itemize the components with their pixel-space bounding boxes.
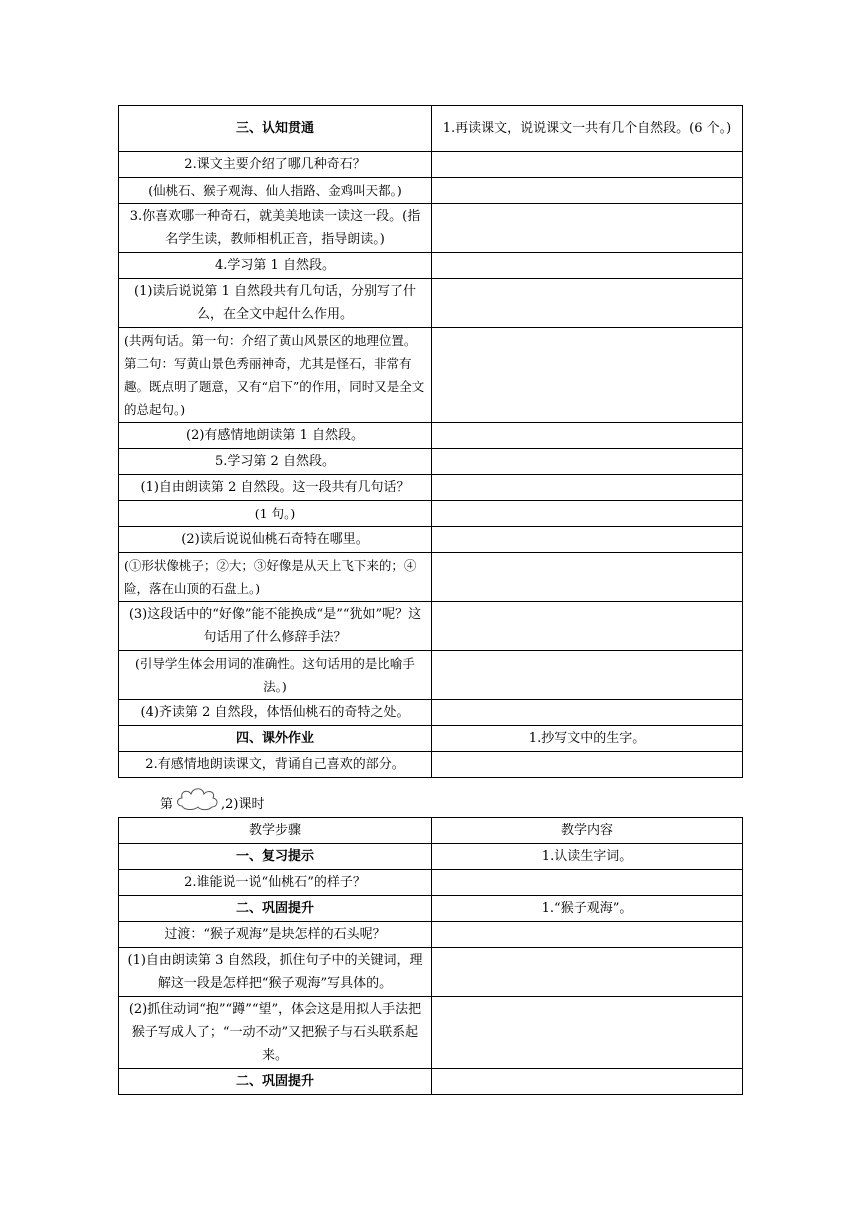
table-cell bbox=[432, 700, 743, 726]
table-cell: 2.谁能说一说“仙桃石”的样子？ bbox=[119, 870, 432, 896]
table-cell: (1)读后说说第 1 自然段共有几句话，分别写了什么，在全文中起什么作用。 bbox=[119, 279, 432, 328]
table-cell bbox=[432, 253, 743, 279]
table-cell: 一、复习提示 bbox=[119, 844, 432, 870]
table-cell: (3)这段话中的“好像”能不能换成“是”“犹如”呢？这句话用了什么修辞手法？ bbox=[119, 602, 432, 651]
table-row bbox=[119, 726, 743, 752]
table-row bbox=[119, 501, 743, 527]
table-cell: 1.认读生字词。 bbox=[432, 844, 743, 870]
table-cell: 四、课外作业 bbox=[119, 726, 432, 752]
lesson-plan-table-2 bbox=[118, 817, 743, 1095]
table-cell bbox=[432, 152, 743, 178]
table-cell bbox=[432, 328, 743, 423]
table-cell: 3.你喜欢哪一种奇石，就美美地读一读这一段。(指名学生读，教师相机正音，指导朗读。) bbox=[119, 204, 432, 253]
table-row bbox=[119, 253, 743, 279]
table-cell: 1.“猴子观海”。 bbox=[432, 896, 743, 922]
table-cell bbox=[432, 997, 743, 1069]
table-row bbox=[119, 423, 743, 449]
table-row bbox=[119, 279, 743, 328]
table-row bbox=[119, 651, 743, 700]
table-row bbox=[119, 896, 743, 922]
table-row bbox=[119, 602, 743, 651]
table-cell: (4)齐读第 2 自然段，体悟仙桃石的奇特之处。 bbox=[119, 700, 432, 726]
table-cell: 过渡：“猴子观海”是块怎样的石头呢？ bbox=[119, 922, 432, 948]
table-cell: 三、认知贯通 bbox=[119, 106, 432, 152]
table-row bbox=[119, 152, 743, 178]
table-cell bbox=[432, 449, 743, 475]
column-header: 教学步骤 bbox=[119, 818, 432, 844]
table-cell: 1.抄写文中的生字。 bbox=[432, 726, 743, 752]
table-row bbox=[119, 106, 743, 152]
lesson-prefix: 第 bbox=[160, 797, 174, 812]
table-cell: 二、巩固提升 bbox=[119, 1069, 432, 1095]
table-cell: 2.有感情地朗读课文，背诵自己喜欢的部分。 bbox=[119, 752, 432, 778]
table-cell: (1)自由朗读第 2 自然段。这一段共有几句话？ bbox=[119, 475, 432, 501]
table-cell: 4.学习第 1 自然段。 bbox=[119, 253, 432, 279]
table-cell: (1)自由朗读第 3 自然段，抓住句子中的关键词，理解这一段是怎样把“猴子观海”写具体的。 bbox=[119, 948, 432, 997]
flower-icon bbox=[174, 786, 220, 812]
table-cell bbox=[432, 752, 743, 778]
table-cell: 二、巩固提升 bbox=[119, 896, 432, 922]
table-cell bbox=[432, 948, 743, 997]
table-cell bbox=[432, 501, 743, 527]
lesson-suffix: ,2)课时 bbox=[221, 797, 265, 812]
table-cell bbox=[432, 870, 743, 896]
table-row bbox=[119, 922, 743, 948]
table-row bbox=[119, 700, 743, 726]
table-row bbox=[119, 553, 743, 602]
table-row bbox=[119, 527, 743, 553]
table-row bbox=[119, 948, 743, 997]
table-cell: (2)读后说说仙桃石奇特在哪里。 bbox=[119, 527, 432, 553]
table-row bbox=[119, 870, 743, 896]
table-cell bbox=[432, 423, 743, 449]
table-cell bbox=[432, 553, 743, 602]
table-row bbox=[119, 475, 743, 501]
table-row bbox=[119, 204, 743, 253]
table-row bbox=[119, 1069, 743, 1095]
lesson-plan-table-1 bbox=[118, 105, 743, 778]
table-row bbox=[119, 178, 743, 204]
table-cell bbox=[432, 279, 743, 328]
table-cell: 5.学习第 2 自然段。 bbox=[119, 449, 432, 475]
table-row bbox=[119, 997, 743, 1069]
table-cell bbox=[432, 922, 743, 948]
table-cell bbox=[432, 527, 743, 553]
table-cell: (1 句。) bbox=[119, 501, 432, 527]
table-cell: 1.再读课文，说说课文一共有几个自然段。(6 个。) bbox=[432, 106, 743, 152]
table-cell: (仙桃石、猴子观海、仙人指路、金鸡叫天都。) bbox=[119, 178, 432, 204]
table-cell bbox=[432, 651, 743, 700]
table-cell bbox=[432, 602, 743, 651]
table-cell: (2)抓住动词“抱”“蹲”“望”，体会这是用拟人手法把猴子写成人了；“一动不动”又把猴子与石头联系起来。 bbox=[119, 997, 432, 1069]
table-cell bbox=[432, 475, 743, 501]
table-cell: (共两句话。第一句：介绍了黄山风景区的地理位置。第二句：写黄山景色秀丽神奇，尤其是怪石，非常有趣。既点明了题意，又有“启下”的作用，同时又是全文的总起句。) bbox=[119, 328, 432, 423]
table-cell: 2.课文主要介绍了哪几种奇石？ bbox=[119, 152, 432, 178]
table-cell bbox=[432, 178, 743, 204]
table-cell bbox=[432, 204, 743, 253]
table-row bbox=[119, 752, 743, 778]
table-row bbox=[119, 449, 743, 475]
table-cell: (①形状像桃子；②大；③好像是从天上飞下来的；④险，落在山顶的石盘上。) bbox=[119, 553, 432, 602]
table-row bbox=[119, 844, 743, 870]
column-header: 教学内容 bbox=[432, 818, 743, 844]
table-cell: (2)有感情地朗读第 1 自然段。 bbox=[119, 423, 432, 449]
table-header-row bbox=[119, 818, 743, 844]
table-cell: (引导学生体会用词的准确性。这句话用的是比喻手法。) bbox=[119, 651, 432, 700]
table-cell bbox=[432, 1069, 743, 1095]
table-row bbox=[119, 328, 743, 423]
lesson-period-label bbox=[160, 786, 265, 812]
